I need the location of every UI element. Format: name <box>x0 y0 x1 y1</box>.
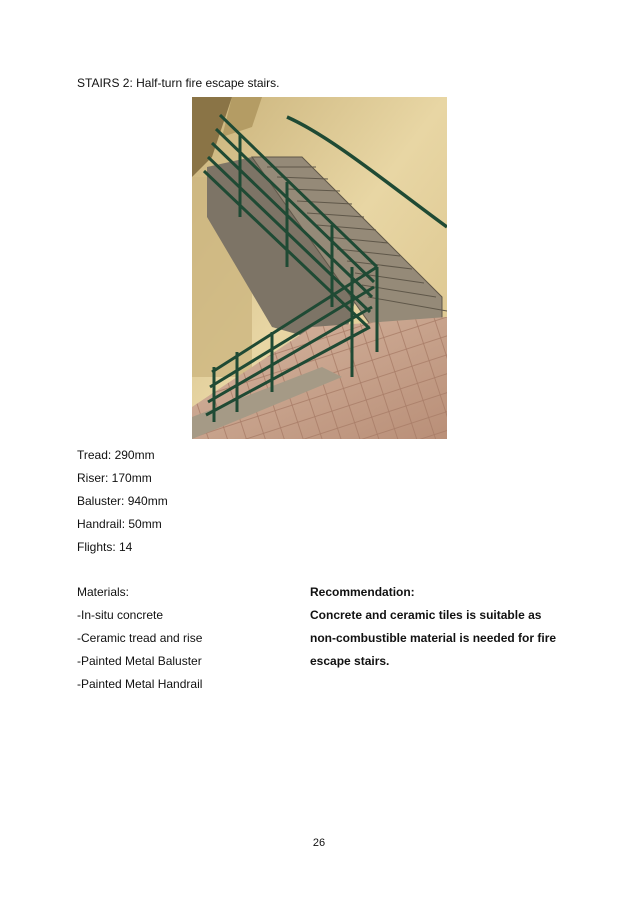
spec-flights: Flights: 14 <box>77 540 133 554</box>
spec-riser: Riser: 170mm <box>77 471 152 485</box>
page-heading: STAIRS 2: Half-turn fire escape stairs. <box>77 76 280 90</box>
stair-specifications <box>77 448 168 563</box>
staircase-photo <box>192 97 447 439</box>
material-item: -In-situ concrete <box>77 608 164 622</box>
recommendation-line: escape stairs. <box>310 654 390 668</box>
material-item: -Painted Metal Handrail <box>77 677 203 691</box>
recommendation-title: Recommendation: <box>310 585 415 599</box>
materials-title: Materials: <box>77 585 130 599</box>
material-item: -Painted Metal Baluster <box>77 654 202 668</box>
recommendation-section <box>310 585 570 673</box>
recommendation-text <box>310 604 570 673</box>
recommendation-line: non-combustible material is needed for fire <box>310 631 557 645</box>
spec-baluster: Baluster: 940mm <box>77 494 168 508</box>
spec-tread: Tread: 290mm <box>77 448 155 462</box>
materials-section <box>77 585 202 700</box>
material-item: -Ceramic tread and rise <box>77 631 203 645</box>
recommendation-line: Concrete and ceramic tiles is suitable as <box>310 608 542 622</box>
spec-handrail: Handrail: 50mm <box>77 517 162 531</box>
page-number: 26 <box>312 837 326 849</box>
